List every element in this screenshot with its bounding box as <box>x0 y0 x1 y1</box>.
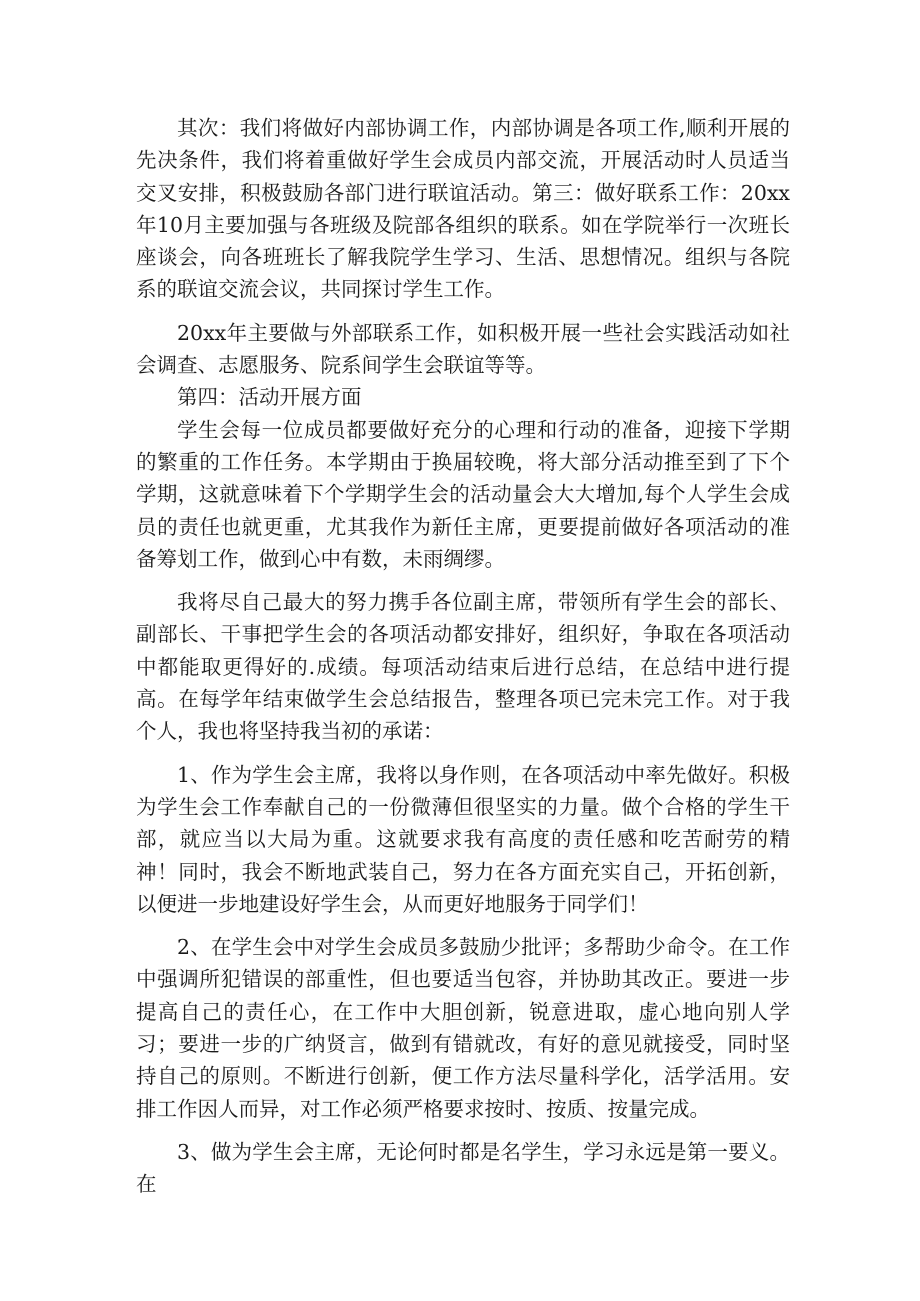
paragraph-preparation: 学生会每一位成员都要做好充分的心理和行动的准备，迎接下学期的繁重的工作任务。本学期由于换届较晚，将大部分活动推至到了下个学期，这就意味着下个学期学生会的活动量会大大增加,每个人学生会成员的责任也就更重，尤其我作为新任主席，更要提前做好各项活动的准备筹划工作，做到心中有数，未雨绸缪。 <box>136 417 790 571</box>
document-body <box>136 112 790 1201</box>
list-item-1: 1、作为学生会主席，我将以身作则，在各项活动中率先做好。积极为学生会工作奉献自己的一份微薄但很坚实的力量。做个合格的学生干部，就应当以大局为重。这就要求我有高度的责任感和吃苦耐劳的精神！同时，我会不断地武装自己，努力在各方面充实自己，开拓创新，以便进一步地建设好学生会，从而更好地服务于同学们！ <box>136 762 790 916</box>
paragraph-external-contact: 20xx年主要做与外部联系工作，如积极开展一些社会实践活动如社会调查、志愿服务、院系间学生会联谊等等。 <box>136 320 790 378</box>
list-item-3: 3、做为学生会主席，无论何时都是名学生，学习永远是第一要义。在 <box>136 1139 790 1197</box>
list-item-2: 2、在学生会中对学生会成员多鼓励少批评；多帮助少命令。在工作中强调所犯错误的部重性，但也要适当包容，并协助其改正。要进一步提高自己的责任心，在工作中大胆创新，锐意进取，虚心地向别人学习；要进一步的广纳贤言，做到有错就改，有好的意见就接受，同时坚持自己的原则。不断进行创新，便工作方法尽量科学化，活学活用。安排工作因人而异，对工作必须严格要求按时、按质、按量完成。 <box>136 935 790 1121</box>
paragraph-commitment: 我将尽自己最大的努力携手各位副主席，带领所有学生会的部长、副部长、干事把学生会的各项活动都安排好，组织好，争取在各项活动中都能取更得好的.成绩。每项活动结束后进行总结，在总结中进行提高。在每学年结束做学生会总结报告，整理各项已完未完工作。对于我个人，我也将坚持我当初的承诺： <box>136 590 790 744</box>
section-heading-activities: 第四：活动开展方面 <box>177 385 362 410</box>
paragraph-internal-coordination: 其次：我们将做好内部协调工作，内部协调是各项工作,顺利开展的先决条件，我们将着重做好学生会成员内部交流，开展活动时人员适当交叉安排，积极鼓励各部门进行联谊活动。第三：做好联系工作：20xx年10月主要加强与各班级及院部各组织的联系。如在学院举行一次班长座谈会，向各班班长了解我院学生学习、生活、思想情况。组织与各院系的联谊交流会议，共同探讨学生工作。 <box>136 116 790 302</box>
